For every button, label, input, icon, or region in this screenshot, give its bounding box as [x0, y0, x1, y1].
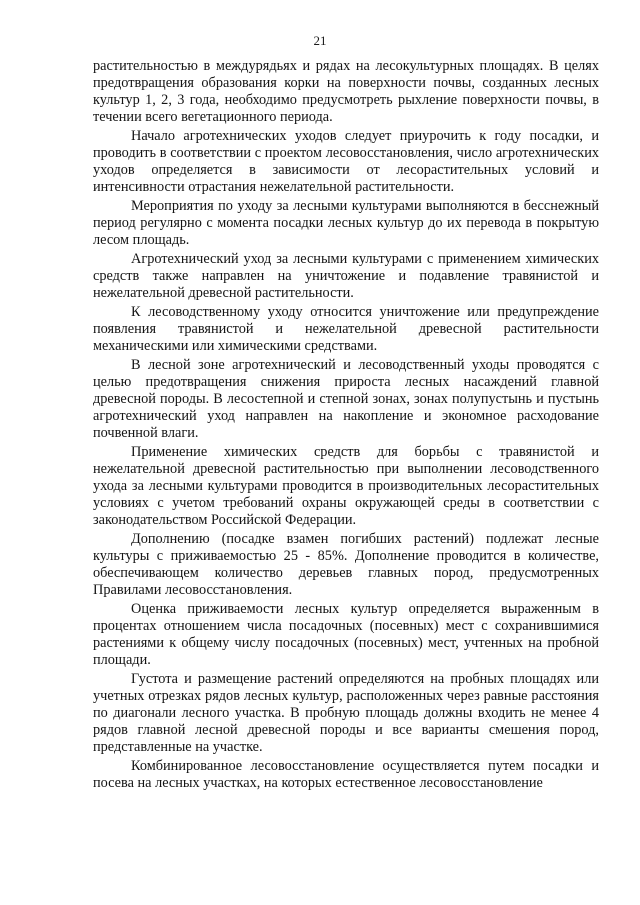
paragraph-continuation: растительностью в междурядьях и рядах на лесокультурных площадях. В целях предотвращения образования корки на поверхности почвы, созданных лесных культур 1, 2, 3 года, необходимо предусмотреть рыхление поверхности почвы, в течении всего вегетационного периода.	[93, 58, 599, 125]
paragraph-chemical-agrotechnical-care: Агротехнический уход за лесными культурами с применением химических средств также направлен на уничтожение и подавление травянистой и нежелательной древесной растительности.	[93, 251, 599, 301]
paragraph-silvicultural-care: К лесоводственному уходу относится уничтожение или предупреждение появления травянистой и нежелательной древесной растительности механическими или химическими средствами.	[93, 304, 599, 355]
paragraph-forest-zones: В лесной зоне агротехнический и лесоводственный уходы проводятся с целью предотвращения снижения прироста лесных насаждений главной древесной породы. В лесостепной и степной зонах, зонах полупустынь и пустынь агротехнический уход направлен на накопление и экономное расходование почвенной влаги.	[93, 357, 599, 441]
paragraph-replanting: Дополнению (посадке взамен погибших растений) подлежат лесные культуры с приживаемостью 25 - 85%. Дополнение проводится в количестве, обеспечивающем количество деревьев главных пород, предусмотренных Правилами лесовосстановления.	[93, 531, 599, 598]
paragraph-chemical-application: Применение химических средств для борьбы с травянистой и нежелательной древесной растительностью при выполнении лесоводственного ухода за лесными культурами проводится в производительных лесорастительных условиях с учетом требований охраны окружающей среды в соответствии с законодательством Российской Федерации.	[93, 444, 599, 528]
paragraph-care-measures: Мероприятия по уходу за лесными культурами выполняются в бесснежный период регулярно с момента посадки лесных культур до их перевода в покрытую лесом площадь.	[93, 198, 599, 248]
paragraph-combined-reforestation: Комбинированное лесовосстановление осуществляется путем посадки и посева на лесных участках, на которых естественное лесовосстановление	[93, 758, 599, 792]
document-body	[93, 58, 599, 794]
paragraph-survival-assessment: Оценка приживаемости лесных культур определяется выраженным в процентах отношением числа посадочных (посевных) мест с сохранившимися растениями к общему числу посадочных (посевных) мест, учтенных на пробной площади.	[93, 601, 599, 668]
paragraph-agrotechnical-care-start: Начало агротехнических уходов следует приурочить к году посадки, и проводить в соответствии с проектом лесовосстановления, число агротехнических уходов определяется в зависимости от лесорастительных условий и интенсивности отрастания нежелательной растительности.	[93, 128, 599, 195]
paragraph-density-placement: Густота и размещение растений определяются на пробных площадях или учетных отрезках рядов лесных культур, расположенных через равные расстояния по диагонали лесного участка. В пробную площадь должны входить не менее 4 рядов главной лесной древесной породы и все варианты смешения пород, представленные на участке.	[93, 671, 599, 755]
page-number: 21	[313, 33, 327, 48]
